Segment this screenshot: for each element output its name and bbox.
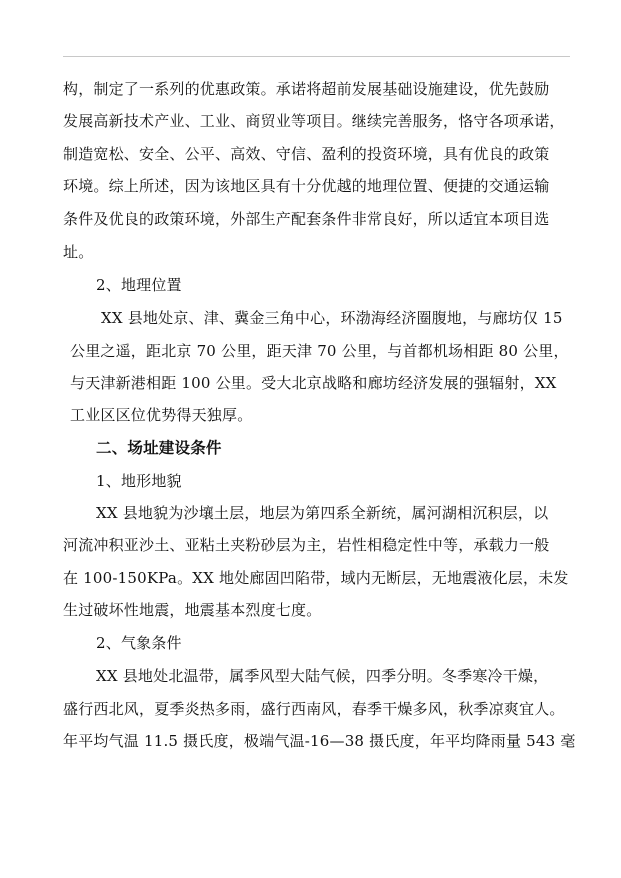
text-line: 址。 (63, 243, 94, 261)
section-subheading: 2、地理位置 (96, 276, 182, 294)
section-heading: 二、场址建设条件 (96, 438, 222, 457)
text-line: 与天津新港相距 100 公里。受大北京战略和廊坊经济发展的强辐射，XX (70, 374, 557, 392)
text-line: 工业区区位优势得天独厚。 (70, 406, 253, 424)
text-line: 生过破坏性地震，地震基本烈度七度。 (63, 601, 322, 619)
text-line: 构，制定了一系列的优惠政策。承诺将超前发展基础设施建设，优先鼓励 (63, 80, 550, 98)
text-line: 制造宽松、安全、公平、高效、守信、盈利的投资环境，具有优良的政策 (63, 145, 550, 163)
text-line: 年平均气温 11.5 摄氏度，极端气温-16—38 摄氏度，年平均降雨量 543 毫 (63, 732, 576, 750)
text-line: 盛行西北风，夏季炎热多雨，盛行西南风，春季干燥多风，秋季凉爽宜人。 (63, 700, 565, 718)
text-line: XX 县地处京、津、冀金三角中心，环渤海经济圈腹地，与廊坊仅 15 (101, 309, 563, 327)
section-subheading: 1、地形地貌 (96, 472, 182, 490)
text-line: 在 100-150KPa。XX 地处廊固凹陷带，域内无断层，无地震液化层，未发 (63, 569, 569, 587)
text-line: 发展高新技术产业、工业、商贸业等项目。继续完善服务，恪守各项承诺， (63, 112, 565, 130)
header-rule (63, 56, 570, 57)
text-line: 河流冲积亚沙土、亚粘土夹粉砂层为主，岩性相稳定性中等，承载力一般 (63, 536, 550, 554)
text-line: 环境。综上所述，因为该地区具有十分优越的地理位置、便捷的交通运输 (63, 177, 550, 195)
text-line: XX 县地处北温带，属季风型大陆气候，四季分明。冬季寒冷干燥， (96, 667, 549, 685)
text-line: 公里之遥，距北京 70 公里，距天津 70 公里，与首都机场相距 80 公里， (70, 342, 569, 360)
section-subheading: 2、气象条件 (96, 634, 182, 652)
text-line: XX 县地貌为沙壤土层，地层为第四系全新统，属河湖相沉积层，以 (96, 504, 549, 522)
text-line: 条件及优良的政策环境，外部生产配套条件非常良好，所以适宜本项目选 (63, 210, 550, 228)
